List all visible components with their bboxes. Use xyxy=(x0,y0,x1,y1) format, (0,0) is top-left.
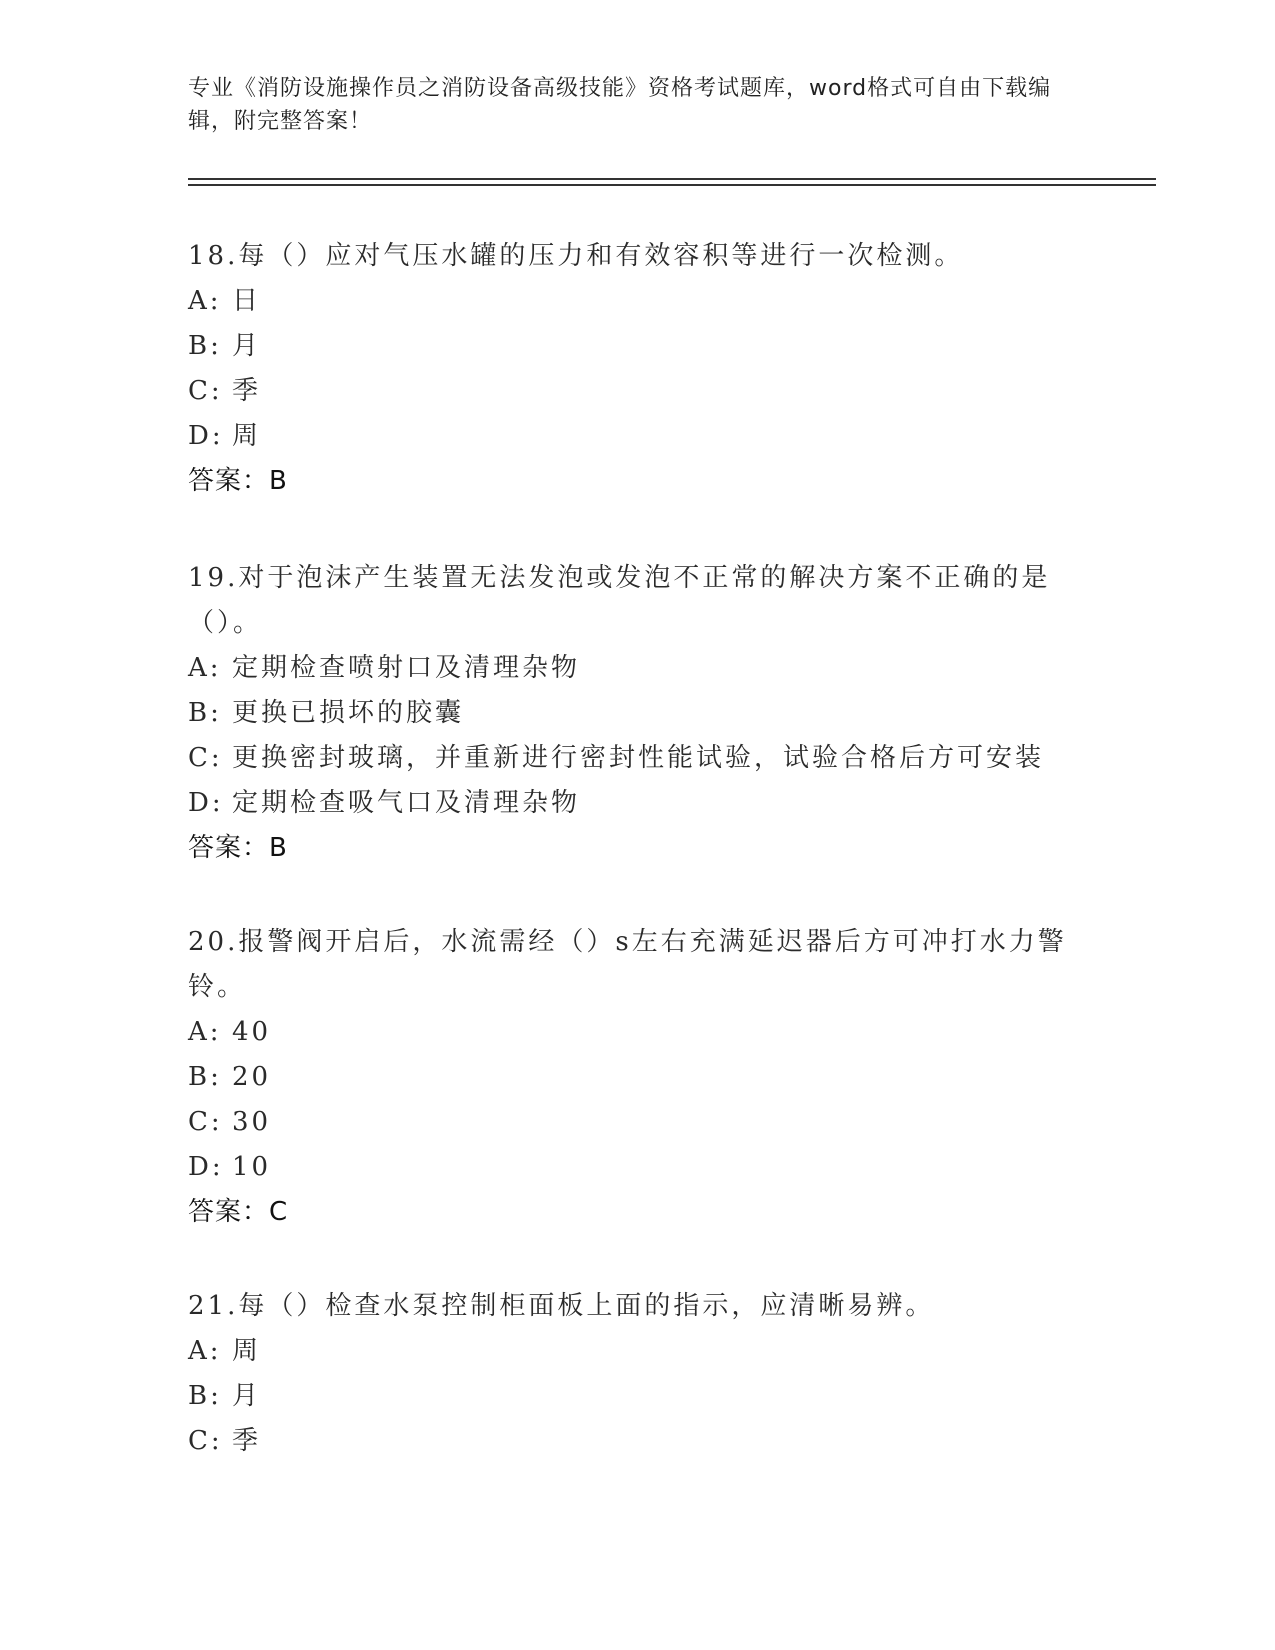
question-stem: 21.每（）检查水泵控制柜面板上面的指示，应清晰易辨。 xyxy=(188,1291,935,1321)
question-20 xyxy=(188,920,1078,1235)
option-d xyxy=(188,781,1078,826)
option-key: B: xyxy=(188,698,222,728)
option-text: 10 xyxy=(232,1152,272,1182)
option-key: B: xyxy=(188,331,222,361)
option-c xyxy=(188,1419,1078,1464)
option-text: 30 xyxy=(232,1107,272,1137)
answer-line: 答案：C xyxy=(188,1197,289,1227)
option-key: C: xyxy=(188,376,223,406)
question-stem: 19.对于泡沫产生装置无法发泡或发泡不正常的解决方案不正确的是（）。 xyxy=(188,563,1051,638)
option-key: D: xyxy=(188,421,224,451)
option-text: 月 xyxy=(232,1381,262,1411)
option-text: 40 xyxy=(232,1017,272,1047)
option-key: D: xyxy=(188,1152,224,1182)
option-key: C: xyxy=(188,743,223,773)
option-a xyxy=(188,1329,1078,1374)
header-divider-top xyxy=(188,178,1156,180)
question-stem: 18.每（）应对气压水罐的压力和有效容积等进行一次检测。 xyxy=(188,241,964,271)
option-text: 月 xyxy=(232,331,262,361)
option-text: 日 xyxy=(232,286,262,316)
option-b xyxy=(188,691,1078,736)
option-text: 季 xyxy=(232,1426,262,1456)
question-19 xyxy=(188,556,1078,871)
option-key: C: xyxy=(188,1107,223,1137)
header-intro: 专业《消防设施操作员之消防设备高级技能》资格考试题库，word格式可自由下载编辑，附完整答案！ xyxy=(188,76,1052,134)
question-21 xyxy=(188,1284,1078,1464)
option-d xyxy=(188,414,1078,459)
option-text: 季 xyxy=(232,376,262,406)
option-text: 定期检查喷射口及清理杂物 xyxy=(232,653,581,683)
option-a xyxy=(188,1010,1078,1055)
header-divider-bottom xyxy=(188,184,1156,186)
option-d xyxy=(188,1145,1078,1190)
option-key: D: xyxy=(188,788,224,818)
option-text: 周 xyxy=(232,1336,262,1366)
option-text: 更换已损坏的胶囊 xyxy=(232,698,465,728)
question-stem: 20.报警阀开启后，水流需经（）s左右充满延迟器后方可冲打水力警铃。 xyxy=(188,927,1067,1002)
option-b xyxy=(188,1374,1078,1419)
option-text: 20 xyxy=(232,1062,272,1092)
question-18 xyxy=(188,234,1078,504)
option-b xyxy=(188,1055,1078,1100)
answer-line: 答案：B xyxy=(188,466,288,496)
option-c xyxy=(188,369,1078,414)
option-key: B: xyxy=(188,1381,222,1411)
option-key: B: xyxy=(188,1062,222,1092)
option-c xyxy=(188,1100,1078,1145)
option-key: A: xyxy=(188,653,222,683)
option-a xyxy=(188,646,1078,691)
option-text: 定期检查吸气口及清理杂物 xyxy=(232,788,581,818)
option-text: 更换密封玻璃，并重新进行密封性能试验，试验合格后方可安装 xyxy=(232,743,1045,773)
option-a xyxy=(188,279,1078,324)
option-text: 周 xyxy=(232,421,262,451)
option-key: A: xyxy=(188,286,222,316)
option-key: A: xyxy=(188,1017,222,1047)
option-key: C: xyxy=(188,1426,223,1456)
option-b xyxy=(188,324,1078,369)
answer-line: 答案：B xyxy=(188,833,288,863)
option-c xyxy=(188,736,1078,781)
option-key: A: xyxy=(188,1336,222,1366)
